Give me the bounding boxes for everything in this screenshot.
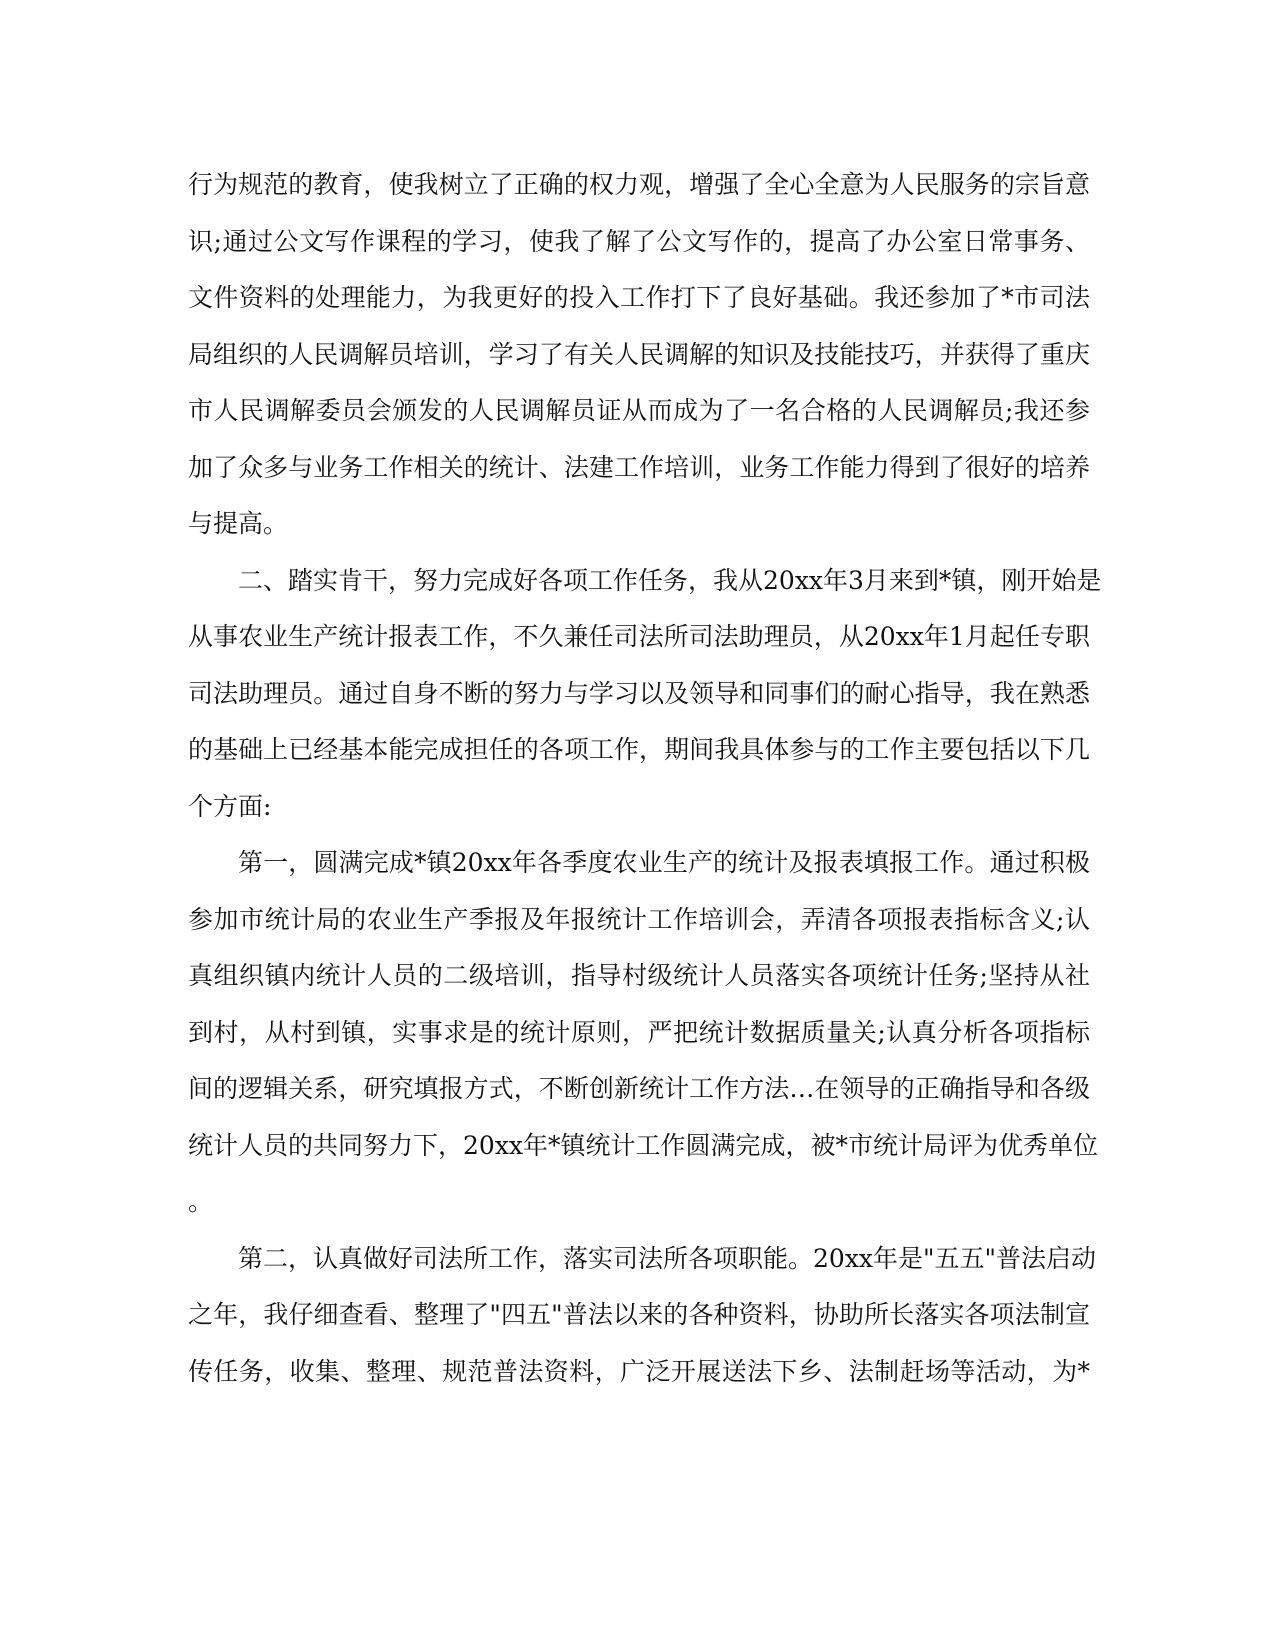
text-line bbox=[0, 1013, 1275, 1053]
text-line bbox=[0, 730, 1275, 770]
text-line-content: 加了众多与业务工作相关的统计、法建工作培训，业务工作能力得到了很好的培养 bbox=[188, 453, 1090, 482]
text-line-content: 到村，从村到镇，实事求是的统计原则，严把统计数据质量关;认真分析各项指标 bbox=[188, 1018, 1090, 1047]
text-line-content: 文件资料的处理能力，为我更好的投入工作打下了良好基础。我还参加了*市司法 bbox=[188, 283, 1090, 312]
text-line bbox=[0, 165, 1275, 205]
text-line-content: 行为规范的教育，使我树立了正确的权力观，增强了全心全意为人民服务的宗旨意 bbox=[188, 170, 1090, 199]
text-line-content: 二、踏实肯干，努力完成好各项工作任务，我从20xx年3月来到*镇，刚开始是 bbox=[238, 566, 1102, 595]
text-line-content: 的基础上已经基本能完成担任的各项工作，期间我具体参与的工作主要包括以下几 bbox=[188, 735, 1090, 764]
text-line-content: 。 bbox=[188, 1187, 214, 1216]
text-line bbox=[0, 1295, 1275, 1335]
text-line bbox=[0, 504, 1275, 544]
text-line bbox=[0, 1182, 1275, 1222]
text-line-content: 局组织的人民调解员培训，学习了有关人民调解的知识及技能技巧，并获得了重庆 bbox=[188, 340, 1090, 369]
text-line bbox=[0, 448, 1275, 488]
text-line-content: 市人民调解委员会颁发的人民调解员证从而成为了一名合格的人民调解员;我还参 bbox=[188, 396, 1090, 425]
text-line-content: 司法助理员。通过自身不断的努力与学习以及领导和同事们的耐心指导，我在熟悉 bbox=[188, 679, 1090, 708]
text-line bbox=[0, 222, 1275, 262]
paragraph-first-line bbox=[0, 1239, 1275, 1279]
paragraph-first-line bbox=[0, 561, 1275, 601]
text-line-content: 第一，圆满完成*镇20xx年各季度农业生产的统计及报表填报工作。通过积极 bbox=[238, 848, 1090, 877]
text-line-content: 识;通过公文写作课程的学习，使我了解了公文写作的，提高了办公室日常事务、 bbox=[188, 227, 1090, 256]
text-line-content: 真组织镇内统计人员的二级培训，指导村级统计人员落实各项统计任务;坚持从社 bbox=[188, 961, 1090, 990]
text-line bbox=[0, 278, 1275, 318]
text-line-content: 个方面: bbox=[188, 792, 272, 821]
text-line bbox=[0, 674, 1275, 714]
text-line-content: 间的逻辑关系，研究填报方式，不断创新统计工作方法…在领导的正确指导和各级 bbox=[188, 1074, 1090, 1103]
text-line bbox=[0, 900, 1275, 940]
text-line-content: 与提高。 bbox=[188, 509, 289, 538]
text-line-content: 传任务，收集、整理、规范普法资料，广泛开展送法下乡、法制赶场等活动，为* bbox=[188, 1357, 1090, 1386]
text-line bbox=[0, 1352, 1275, 1392]
text-line bbox=[0, 1126, 1275, 1166]
text-line bbox=[0, 956, 1275, 996]
text-line bbox=[0, 617, 1275, 657]
text-line bbox=[0, 335, 1275, 375]
text-line-content: 第二，认真做好司法所工作，落实司法所各项职能。20xx年是"五五"普法启动 bbox=[238, 1244, 1097, 1273]
text-line-content: 从事农业生产统计报表工作，不久兼任司法所司法助理员，从20xx年1月起任专职 bbox=[188, 622, 1090, 651]
text-line bbox=[0, 787, 1275, 827]
text-line bbox=[0, 391, 1275, 431]
paragraph-first-line bbox=[0, 843, 1275, 883]
text-line-content: 统计人员的共同努力下，20xx年*镇统计工作圆满完成，被*市统计局评为优秀单位 bbox=[188, 1131, 1099, 1160]
text-line-content: 参加市统计局的农业生产季报及年报统计工作培训会，弄清各项报表指标含义;认 bbox=[188, 905, 1090, 934]
text-line bbox=[0, 1069, 1275, 1109]
text-line-content: 之年，我仔细查看、整理了"四五"普法以来的各种资料，协助所长落实各项法制宣 bbox=[188, 1300, 1090, 1329]
